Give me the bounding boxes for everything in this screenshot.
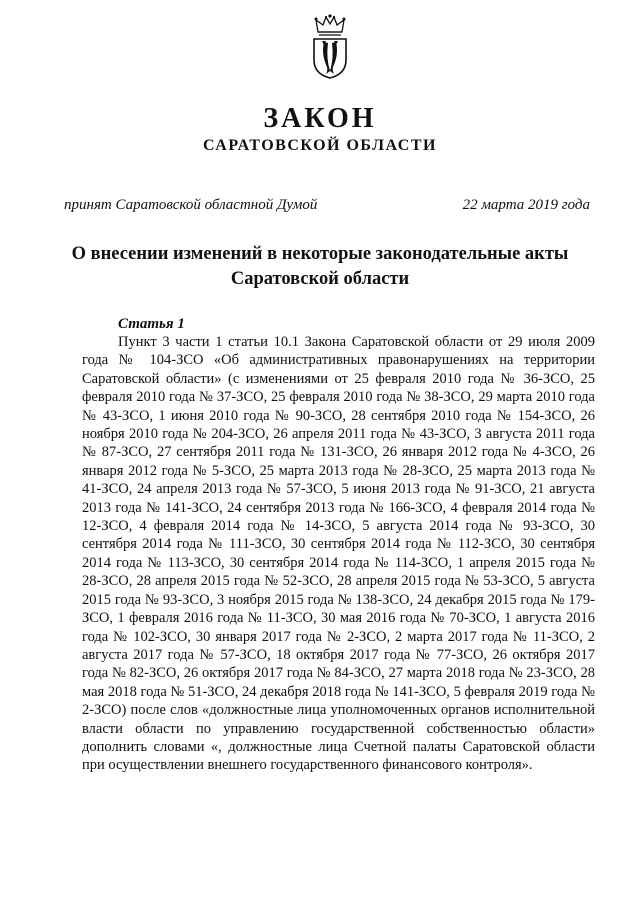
adopted-date: 22 марта 2019 года <box>462 197 590 213</box>
saratov-coat-of-arms-icon <box>310 12 350 80</box>
document-title: ЗАКОН <box>263 103 377 134</box>
law-heading: О внесении изменений в некоторые законодательные акты Саратовской области <box>71 244 569 289</box>
article-title: Статья 1 <box>118 316 185 332</box>
document-subtitle: САРАТОВСКОЙ ОБЛАСТИ <box>203 137 437 154</box>
adopted-by: принят Саратовской областной Думой <box>64 197 318 213</box>
article-text: Пункт 3 части 1 статьи 10.1 Закона Саратовской области от 29 июля 2009 года № 104-ЗСО «Об административных правонарушениях на территории Саратовской области» (с изменениями от 25 февраля 2010 года № 36-ЗСО, 25 февраля 2010 года № 37-ЗСО, 25 февраля 2010 года № 38-ЗСО, 29 марта 2010 года № 43-ЗСО, 1 июня 2010 года № 90-ЗСО, 28 сентября 2010 года № 154-ЗСО, 26 ноября 2010 года № 204-ЗСО, 26 апреля 2011 года № 43-ЗСО, 3 августа 2011 года № 87-ЗСО, 27 сентября 2011 года № 131-ЗСО, 26 января 2012 года № 4-ЗСО, 26 января 2012 года № 5-ЗСО, 25 марта 2013 года № 28-ЗСО, 25 марта 2013 года № 41-ЗСО, 24 апреля 2013 года № 57-ЗСО, 5 июня 2013 года № 91-ЗСО, 21 августа 2013 года № 141-ЗСО, 24 сентября 2013 года № 166-ЗСО, 4 февраля 2014 года № 12-ЗСО, 4 февраля 2014 года № 14-ЗСО, 5 августа 2014 года № 93-ЗСО, 30 сентября 2014 года № 111-ЗСО, 30 сентября 2014 года № 112-ЗСО, 30 сентября 2014 года № 113-ЗСО, 30 сентября 2014 года № 114-ЗСО, 1 апреля 2015 года № 28-ЗСО, 28 апреля 2015 года № 52-ЗСО, 28 апреля 2015 года № 53-ЗСО, 5 августа 2015 года № 93-ЗСО, 3 ноября 2015 года № 138-ЗСО, 24 декабря 2015 года № 179-ЗСО, 1 февраля 2016 года № 11-ЗСО, 30 мая 2016 года № 70-ЗСО, 1 августа 2016 года № 102-ЗСО, 30 января 2017 года № 2-ЗСО, 2 марта 2017 года № 11-ЗСО, 2 августа 2017 года № 57-ЗСО, 18 октября 2017 года № 77-ЗСО, 26 октября 2017 года № 82-ЗСО, 26 октября 2017 года № 84-ЗСО, 27 марта 2018 года № 23-ЗСО, 28 мая 2018 года № 51-ЗСО, 24 декабря 2018 года № 141-ЗСО, 5 февраля 2019 года № 2-ЗСО) после слов «должностные лица уполномоченных органов исполнительной власти области по управлению государственной собственностью области» дополнить словами «, должностные лица Счетной палаты Саратовской области при осуществлении внешнего государственного финансового контроля». <box>82 334 595 774</box>
